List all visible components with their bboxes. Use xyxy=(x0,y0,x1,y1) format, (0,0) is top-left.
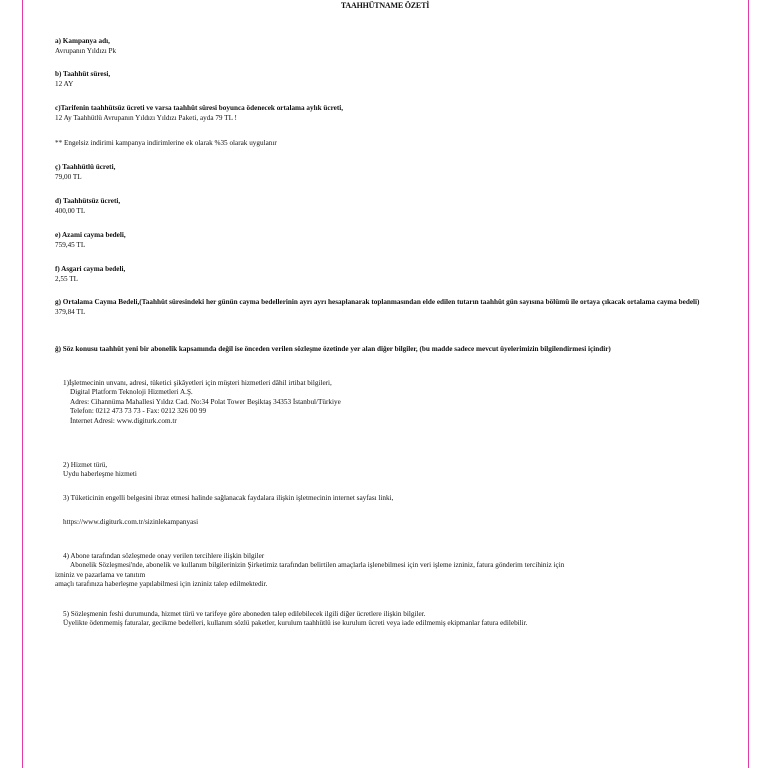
company-website: İnternet Adresi: www.digiturk.com.tr xyxy=(70,416,177,425)
service-type-value: Uydu haberleşme hizmeti xyxy=(63,470,137,479)
tariff-fee-field xyxy=(55,104,715,123)
field-label: c)Tarifenin taahhütsüz ücreti ve varsa taahhüt süresi boyunca ödenecek ortalama aylık ücreti, xyxy=(55,104,344,112)
uncommitted-fee-field xyxy=(55,197,715,216)
field-value: 759,45 TL xyxy=(55,240,86,249)
field-value: 12 AY xyxy=(55,79,74,88)
page-title: TAAHHÜTNAME ÖZETİ xyxy=(340,1,430,10)
operator-info-heading: 1)İşletmecinin unvanı, adresi, tüketici şikâyetleri için müşteri hizmetleri dâhil irtibat bilgileri, xyxy=(63,379,332,387)
field-value: 79,00 TL xyxy=(55,172,82,181)
preferences-line: amaçlı tarafınıza haberleşme yapılabilmesi için izniniz talep edilmektedir. xyxy=(55,580,268,589)
preferences-line: Abonelik Sözleşmesi'nde, abonelik ve kullanım bilgilerinizin Şirketimiz tarafından belirtilen amaçlarla işlenebilmesi için veri işleme izniniz, fatura gönderim tercihiniz için xyxy=(70,561,565,570)
field-label: f) Asgari cayma bedeli, xyxy=(55,265,126,273)
preferences-line: izniniz ve pazarlama ve tanıtım xyxy=(55,570,146,579)
preferences-heading: 4) Abone tarafından sözleşmede onay verilen tercihlere ilişkin bilgiler xyxy=(63,552,265,560)
company-name: Digital Platform Teknoloji Hizmetleri A.Ş. xyxy=(70,388,193,397)
field-label: ç) Taahhütlü ücreti, xyxy=(55,163,116,171)
field-label: g) Ortalama Cayma Bedeli,(Taahhüt süresindeki her günün cayma bedellerinin ayrı ayrı hesaplanarak toplanmasından elde edilen tutarın taahhüt gün sayısına bölümü ile ortaya çıkacak ortalama cayma bedeli) xyxy=(55,298,700,306)
max-cancellation-fee-field xyxy=(55,231,715,250)
field-label: b) Taahhüt süresi, xyxy=(55,70,111,78)
termination-line: Üyelikte ödenmemiş faturalar, gecikme bedelleri, kullanım sözlü paketler, kurulum taahhütlü ise kurulum ücreti veya iade edilmemiş ekipmanlar fatura edilebilir. xyxy=(63,619,528,628)
field-value: Avrupanın Yıldızı Pk xyxy=(55,46,117,55)
field-label: ğ) Söz konusu taahhüt yeni bir abonelik kapsamında değil ise önceden verilen sözleşme özetinde yer alan diğer bilgiler, (bu madde sadece mevcut üyelerimizin bilgilendirmesi içindir) xyxy=(55,345,611,353)
average-cancellation-fee-field xyxy=(55,298,715,317)
committed-fee-field xyxy=(55,163,715,182)
field-label: e) Azami cayma bedeli, xyxy=(55,231,126,239)
field-value: 2,55 TL xyxy=(55,274,79,283)
accessibility-block xyxy=(63,494,703,503)
company-address: Adres: Cihannüma Mahallesi Yıldız Cad. No:34 Polat Tower Beşiktaş 34353 İstanbul/Türkiye xyxy=(70,397,341,406)
existing-member-info-field xyxy=(55,345,715,355)
accessibility-heading: 3) Tüketicinin engelli belgesini ibraz etmesi halinde sağlanacak faydalara ilişkin işletmecinin internet sayfası linki, xyxy=(63,494,394,502)
discount-note: ** Engelsiz indirimi kampanya indirimlerine ek olarak %35 olarak uygulanır xyxy=(55,139,277,147)
operator-info-block xyxy=(63,379,703,426)
field-value: 12 Ay Taahhütlü Avrupanın Yıldızı Yıldızı Paketi, ayda 79 TL ! xyxy=(55,113,237,122)
preferences-block xyxy=(55,552,703,590)
commitment-period-field xyxy=(55,70,715,89)
page-edge-right xyxy=(748,0,749,768)
field-value: 400,00 TL xyxy=(55,206,86,215)
accessibility-link[interactable]: https://www.digiturk.com.tr/sizinlekampanyasi xyxy=(63,518,199,526)
field-label: d) Taahhütsüz ücreti, xyxy=(55,197,121,205)
min-cancellation-fee-field xyxy=(55,265,715,284)
accessibility-link-block xyxy=(63,518,703,527)
field-label: a) Kampanya adı, xyxy=(55,37,110,45)
page-edge-left xyxy=(22,0,23,768)
termination-heading: 5) Sözleşmenin feshi durumunda, hizmet türü ve tarifeye göre aboneden talep edilebilecek ilgili diğer ücretlere ilişkin bilgiler. xyxy=(63,610,426,618)
company-phone: Telefon: 0212 473 73 73 - Fax: 0212 326 00 99 xyxy=(70,407,207,416)
service-type-block xyxy=(63,461,703,480)
campaign-name-field xyxy=(55,37,715,56)
field-value: 379,84 TL xyxy=(55,307,86,316)
service-type-heading: 2) Hizmet türü, xyxy=(63,461,108,469)
termination-block xyxy=(63,610,703,629)
